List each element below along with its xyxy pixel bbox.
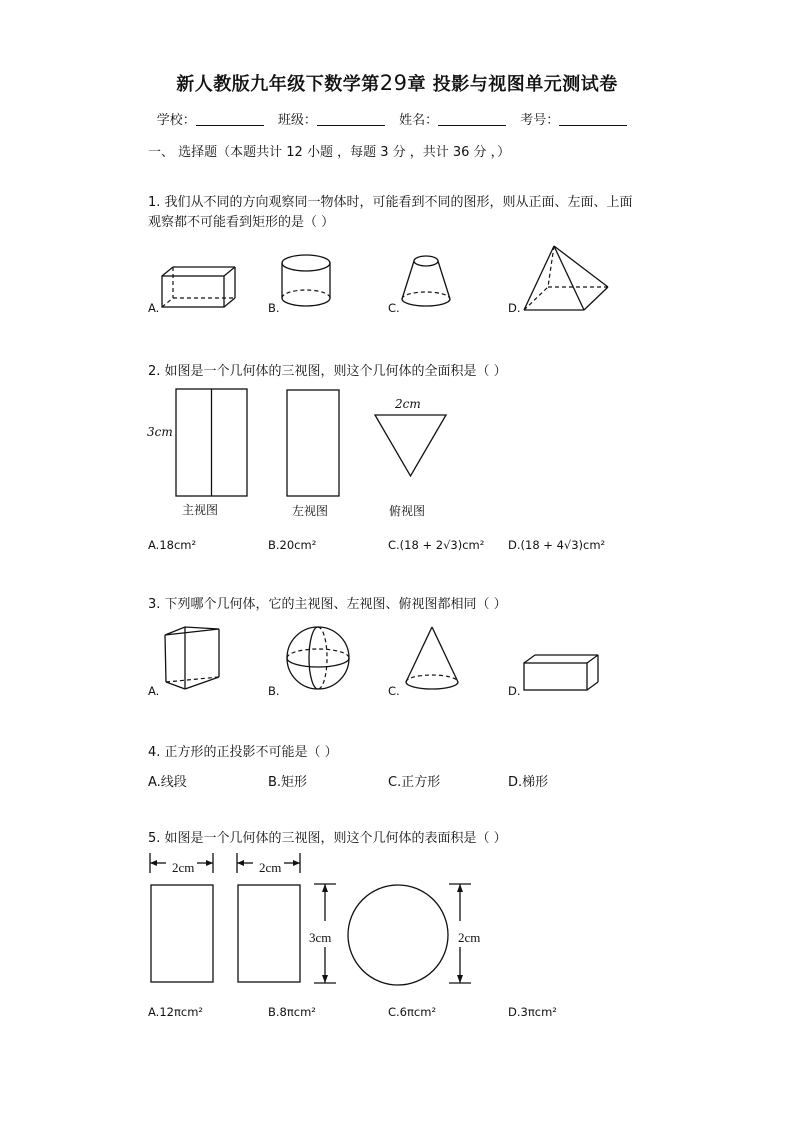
q2-front-label: 主视图 [182, 503, 219, 517]
q4-option-c[interactable]: C.正方形 [388, 775, 441, 790]
q3-option-c[interactable]: C. [388, 684, 400, 698]
q2-option-c[interactable]: C.(18 + 2√3)cm² [388, 538, 485, 552]
q5-text: 5. 如图是一个几何体的三视图，则这个几何体的表面积是（ ） [148, 831, 507, 846]
q3-prism-figure [163, 625, 223, 693]
q4-option-b[interactable]: B.矩形 [268, 775, 308, 790]
q5-height-label: 3cm [309, 930, 332, 945]
q4-text: 4. 正方形的正投影不可能是（ ） [148, 745, 338, 760]
q5-front-view [150, 884, 215, 984]
q1-cylinder-figure [280, 253, 335, 309]
q5-left-width-label: 2cm [259, 860, 282, 875]
q2-option-b[interactable]: B.20cm² [268, 538, 317, 552]
q2-text: 2. 如图是一个几何体的三视图，则这个几何体的全面积是（ ） [148, 364, 507, 379]
q2-height-label: 3cm [147, 425, 173, 439]
q5-option-c[interactable]: C.6πcm² [388, 1005, 437, 1019]
q2-option-a[interactable]: A.18cm² [148, 538, 197, 552]
q1-option-b[interactable]: B. [268, 301, 280, 315]
student-info: 学校： 班级： 姓名： 考号： [0, 109, 794, 128]
q5-option-a[interactable]: A.12πcm² [148, 1005, 204, 1019]
q2-option-d[interactable]: D.(18 + 4√3)cm² [508, 538, 606, 552]
q5-option-d[interactable]: D.3πcm² [508, 1005, 557, 1019]
q2-left-view [286, 389, 341, 497]
q3-option-d[interactable]: D. [508, 684, 521, 698]
school-blank[interactable] [196, 111, 264, 126]
q4-option-d[interactable]: D.梯形 [508, 775, 549, 790]
page-title: 新人教版九年级下数学第29章 投影与视图单元测试卷 [176, 71, 618, 95]
q2-top-view [373, 413, 449, 479]
q5-top-view-circle [347, 884, 451, 988]
q2-left-label: 左视图 [292, 504, 329, 518]
q3-box-figure [522, 653, 602, 693]
q1-option-d[interactable]: D. [508, 301, 521, 315]
q1-frustum-figure [400, 253, 455, 309]
q3-cone-figure [403, 625, 463, 693]
exam-no-blank[interactable] [559, 111, 627, 126]
q5-option-b[interactable]: B.8πcm² [268, 1005, 316, 1019]
q3-option-a[interactable]: A. [148, 684, 160, 698]
q2-front-view [175, 388, 250, 498]
class-blank[interactable] [317, 111, 385, 126]
section-heading: 一、 选择题（本题共计 12 小题 ，每题 3 分 ，共计 36 分 ，） [148, 145, 511, 160]
q1-text-line2: 观察都不可能看到矩形的是（ ） [148, 215, 335, 230]
q1-option-c[interactable]: C. [388, 301, 400, 315]
q1-pyramid-figure [520, 243, 615, 313]
q3-text: 3. 下列哪个几何体，它的主视图、左视图、俯视图都相同（ ） [148, 597, 507, 612]
q4-option-a[interactable]: A.线段 [148, 775, 187, 790]
q2-top-label: 俯视图 [389, 504, 426, 518]
q3-sphere-figure [285, 625, 353, 693]
name-blank[interactable] [438, 111, 506, 126]
q1-cuboid-figure [160, 265, 240, 310]
q5-diameter-label: 2cm [458, 930, 481, 945]
q5-front-width-label: 2cm [172, 860, 195, 875]
q2-width-label: 2cm [395, 397, 421, 411]
q1-option-a[interactable]: A. [148, 301, 160, 315]
q1-text-line1: 1. 我们从不同的方向观察同一物体时，可能看到不同的图形，则从正面、左面、上面 [148, 195, 633, 210]
q5-left-view [237, 884, 302, 984]
q3-option-b[interactable]: B. [268, 684, 280, 698]
